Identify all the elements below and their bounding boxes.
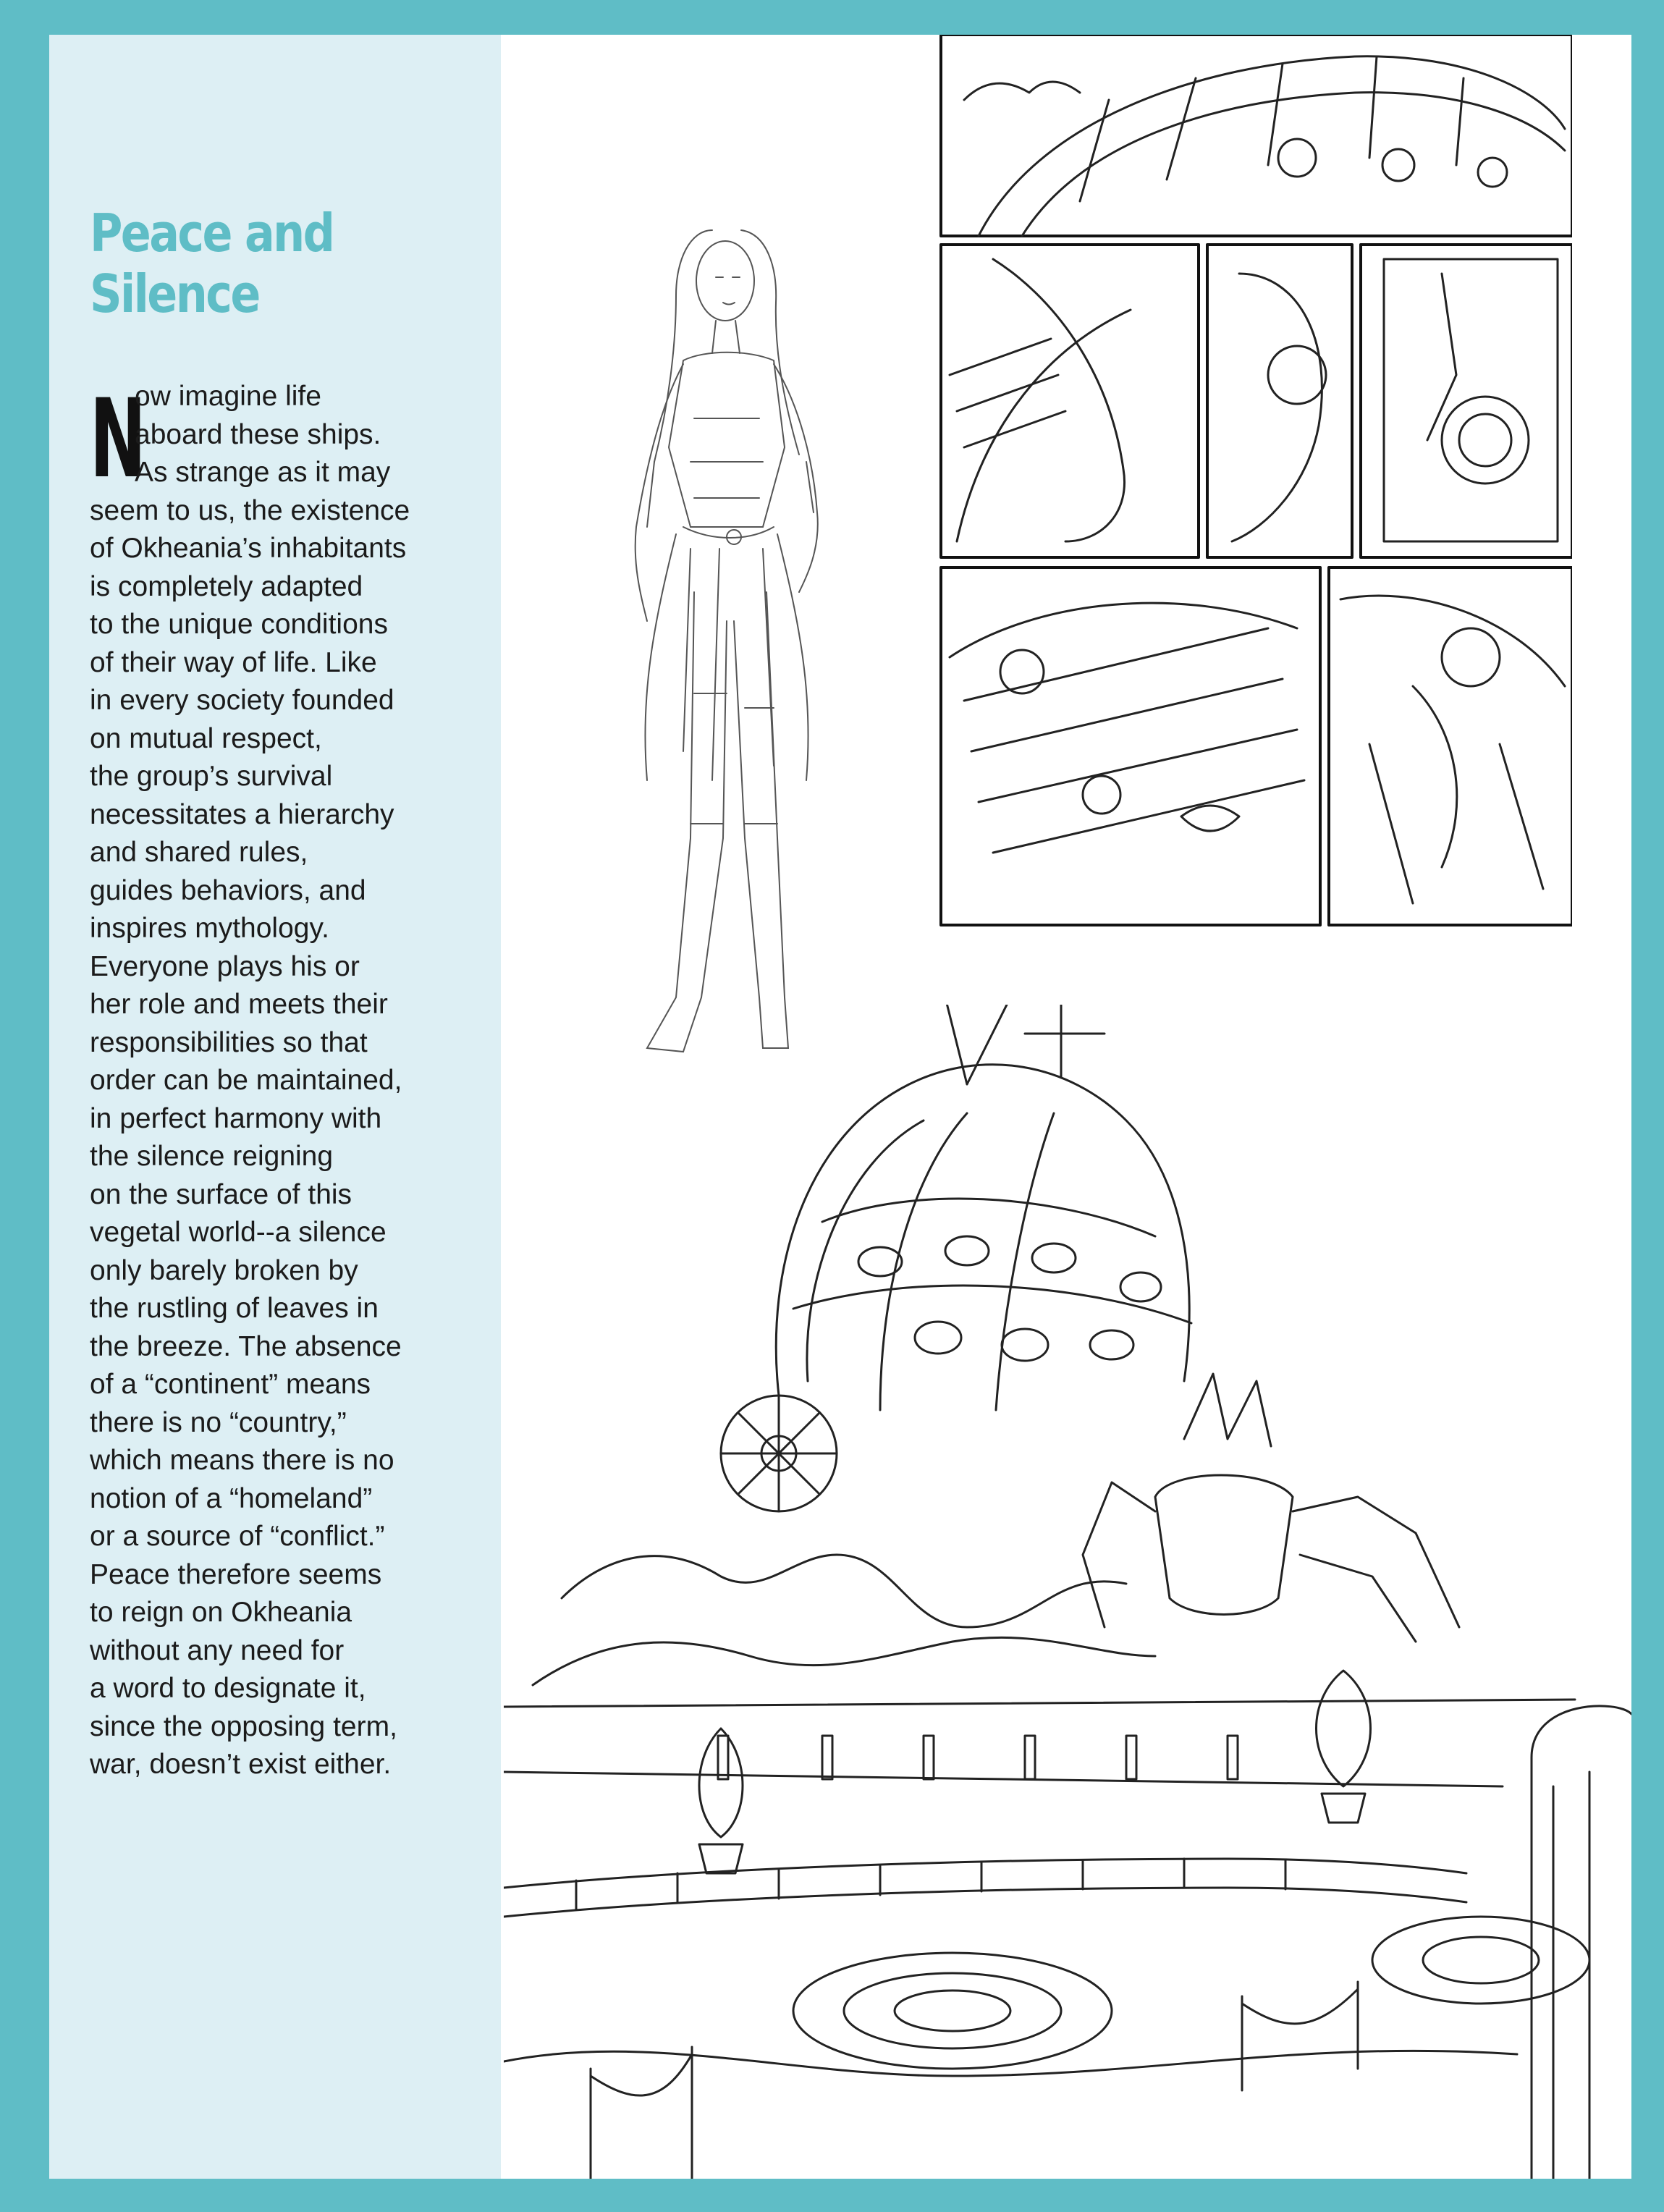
body-line: there is no “country,” bbox=[90, 1406, 347, 1438]
body-line: or a source of “conflict.” bbox=[90, 1521, 385, 1552]
article-title bbox=[90, 203, 426, 324]
body-line: the rustling of leaves in bbox=[90, 1293, 379, 1324]
body-line: which means there is no bbox=[90, 1445, 394, 1476]
body-line: of a “continent” means bbox=[90, 1369, 371, 1400]
body-line: ow imagine life bbox=[135, 381, 321, 412]
comic-page-sketch bbox=[892, 35, 1572, 929]
title-line-1: Peace and bbox=[90, 203, 334, 263]
body-line: only barely broken by bbox=[90, 1254, 358, 1286]
body-line: in perfect harmony with bbox=[90, 1102, 382, 1134]
body-line: her role and meets their bbox=[90, 989, 388, 1020]
page bbox=[49, 35, 1631, 2179]
body-line: seem to us, the existence bbox=[90, 494, 410, 526]
body-line: Everyone plays his or bbox=[90, 950, 360, 982]
body-line: the silence reigning bbox=[90, 1141, 334, 1172]
body-line: war, doesn’t exist either. bbox=[90, 1749, 392, 1780]
body-line: is completely adapted bbox=[90, 570, 363, 602]
body-line: on the surface of this bbox=[90, 1178, 352, 1210]
drop-cap: N bbox=[90, 376, 146, 502]
body-line: the breeze. The absence bbox=[90, 1330, 402, 1362]
body-line: responsibilities so that bbox=[90, 1026, 368, 1058]
body-line: aboard these ships. bbox=[135, 418, 381, 450]
body-line: without any need for bbox=[90, 1634, 345, 1666]
body-line: As strange as it may bbox=[135, 457, 391, 488]
body-line: the group’s survival bbox=[90, 761, 333, 792]
body-line: since the opposing term, bbox=[90, 1710, 397, 1742]
body-line: on mutual respect, bbox=[90, 722, 322, 754]
body-line: inspires mythology. bbox=[90, 913, 329, 944]
body-line: to reign on Okheania bbox=[90, 1597, 352, 1628]
character-sketch bbox=[567, 187, 886, 1084]
body-line: Peace therefore seems bbox=[90, 1558, 382, 1590]
body-line: guides behaviors, and bbox=[90, 874, 366, 906]
body-line: order can be maintained, bbox=[90, 1065, 402, 1096]
body-line: vegetal world--a silence bbox=[90, 1217, 387, 1248]
body-line: in every society founded bbox=[90, 685, 394, 716]
body-line: of their way of life. Like bbox=[90, 646, 377, 678]
text-sidebar bbox=[49, 35, 501, 2179]
body-line: to the unique conditions bbox=[90, 609, 388, 640]
body-line: a word to designate it, bbox=[90, 1673, 366, 1704]
body-line: of Okheania’s inhabitants bbox=[90, 533, 407, 564]
airship-terrace-sketch bbox=[504, 1005, 1631, 2179]
article-body bbox=[90, 378, 495, 1784]
body-line: and shared rules, bbox=[90, 837, 308, 868]
body-line: notion of a “homeland” bbox=[90, 1482, 373, 1514]
title-line-2: Silence bbox=[90, 263, 259, 324]
body-line: necessitates a hierarchy bbox=[90, 798, 394, 830]
